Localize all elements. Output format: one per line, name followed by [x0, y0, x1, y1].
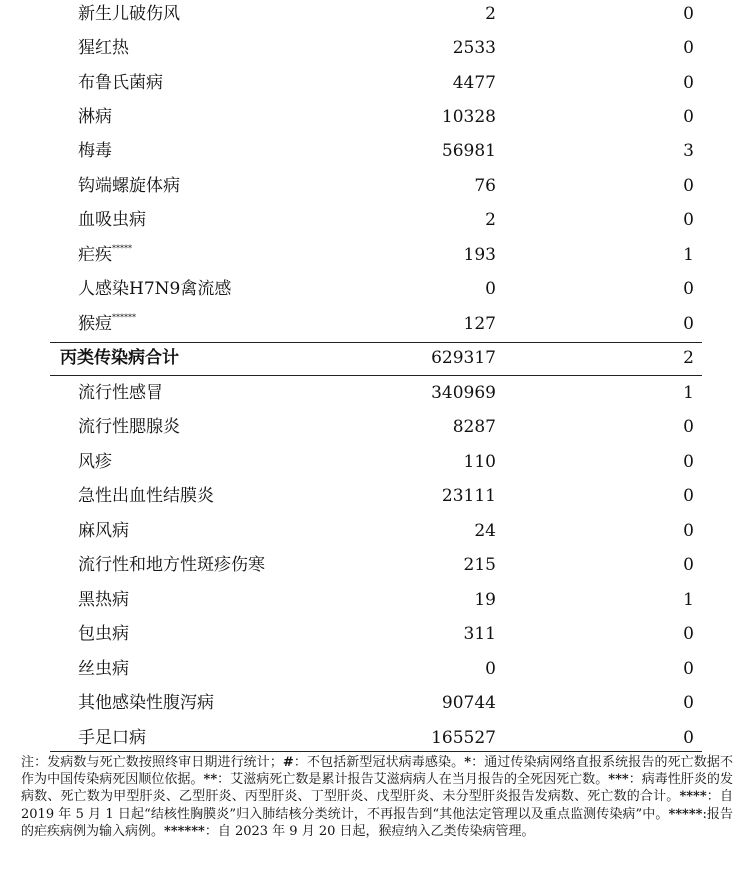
- disease-name: [78, 551, 265, 579]
- death-count: 0: [683, 417, 694, 437]
- footnote-marker: ***: [608, 772, 629, 788]
- disease-name-text: 包虫病: [78, 624, 129, 644]
- case-count: 90744: [441, 693, 496, 713]
- table-row: [0, 620, 750, 654]
- death-count: 0: [683, 555, 694, 575]
- case-count: 2: [485, 4, 496, 24]
- table-rule-end: [50, 751, 702, 752]
- death-count: 2: [683, 348, 694, 368]
- death-count: 0: [683, 486, 694, 506]
- disease-name-text: 钩端螺旋体病: [78, 176, 180, 196]
- death-count: 0: [683, 452, 694, 472]
- footnote-marker: ****: [679, 789, 707, 805]
- case-count: 2533: [452, 38, 496, 58]
- disease-name-text: 急性出血性结膜炎: [78, 486, 214, 506]
- footnote-text: ：自 2019 年 5 月 1 日起“结核性胸膜炎”归入肺结核分类统计，不再报告到“其他法定管理以及重点监测传染病”中。: [21, 789, 733, 822]
- disease-name: [78, 448, 112, 476]
- disease-name: [78, 379, 163, 407]
- case-count: 24: [474, 521, 496, 541]
- disease-name: [78, 137, 112, 165]
- disease-name-text: 麻风病: [78, 521, 129, 541]
- death-count: 1: [683, 383, 694, 403]
- disease-name-text: 新生儿破伤风: [78, 4, 180, 24]
- disease-name-text: 布鲁氏菌病: [78, 73, 163, 93]
- table-footnotes: [21, 754, 733, 840]
- death-count: 0: [683, 38, 694, 58]
- disease-name: [78, 275, 231, 303]
- table-row: [0, 137, 750, 171]
- footnote-marker: #: [282, 755, 294, 770]
- disease-name-text: 人感染H7N9禽流感: [78, 279, 232, 299]
- case-count: 340969: [431, 383, 496, 403]
- disease-name-text: 淋病: [78, 107, 112, 127]
- footnote-text: ：自 2023 年 9 月 20 日起，猴痘纳入乙类传染病管理。: [204, 823, 535, 839]
- table-total-row: [0, 344, 750, 378]
- footnote-marker: *****: [112, 244, 132, 253]
- disease-name: [78, 34, 129, 62]
- case-count: 193: [463, 245, 496, 265]
- case-count: 311: [463, 624, 496, 644]
- table-row: [0, 241, 750, 275]
- footnote-text: ：艾滋病死亡数是累计报告艾滋病病人在当月报告的全死因死亡数。: [217, 772, 609, 788]
- table-row: [0, 482, 750, 516]
- disease-name-text: 流行性腮腺炎: [78, 417, 180, 437]
- footnote-marker: *: [464, 755, 471, 770]
- death-count: 0: [683, 624, 694, 644]
- case-count: 0: [485, 279, 496, 299]
- footnote-marker: *****: [668, 806, 703, 822]
- table-row: [0, 689, 750, 723]
- table-row: [0, 310, 750, 344]
- case-count: 629317: [431, 348, 496, 368]
- table-row: [0, 379, 750, 413]
- disease-name-text: 流行性和地方性斑疹伤寒: [78, 555, 265, 575]
- case-count: 19: [474, 590, 496, 610]
- case-count: 215: [463, 555, 496, 575]
- disease-name-text: 手足口病: [78, 728, 146, 748]
- table-row: [0, 172, 750, 206]
- disease-name-text: 猴痘: [78, 314, 112, 334]
- disease-name: [78, 724, 146, 752]
- disease-name: [78, 482, 214, 510]
- case-count: 4477: [452, 73, 496, 93]
- disease-name: [78, 689, 214, 717]
- footnote-text: :报告的疟疾病例为输入病例。: [21, 806, 733, 839]
- disease-name-text: 丙类传染病合计: [60, 348, 179, 368]
- case-count: 10328: [441, 107, 496, 127]
- death-count: 0: [683, 314, 694, 334]
- case-count: 56981: [441, 141, 496, 161]
- table-row: [0, 69, 750, 103]
- footnote-text: ：不包括新型冠状病毒感染。: [293, 755, 465, 770]
- disease-name: [60, 344, 179, 372]
- death-count: 1: [683, 245, 694, 265]
- case-count: 0: [485, 659, 496, 679]
- death-count: 0: [683, 521, 694, 541]
- disease-name: [78, 69, 163, 97]
- table-row: [0, 655, 750, 689]
- disease-name: [78, 103, 112, 131]
- table-row: [0, 275, 750, 309]
- table-rule-bottom: [50, 375, 702, 376]
- footnote-marker: **: [203, 772, 218, 788]
- disease-name: [78, 310, 136, 338]
- disease-name: [78, 172, 180, 200]
- death-count: 0: [683, 73, 694, 93]
- table-row: [0, 0, 750, 34]
- disease-name: [78, 206, 146, 234]
- footnote-text: 注：发病数与死亡数按照终审日期进行统计；: [21, 755, 283, 770]
- death-count: 1: [683, 590, 694, 610]
- disease-name: [78, 413, 180, 441]
- disease-name-text: 其他感染性腹泻病: [78, 693, 214, 713]
- disease-name-text: 血吸虫病: [78, 210, 146, 230]
- disease-name-text: 猩红热: [78, 38, 129, 58]
- death-count: 0: [683, 659, 694, 679]
- death-count: 0: [683, 176, 694, 196]
- table-row: [0, 413, 750, 447]
- death-count: 0: [683, 728, 694, 748]
- table-row: [0, 517, 750, 551]
- disease-name-text: 风疹: [78, 452, 112, 472]
- case-count: 2: [485, 210, 496, 230]
- table-row: [0, 448, 750, 482]
- disease-name: [78, 0, 180, 28]
- disease-name: [78, 586, 129, 614]
- footnote-marker: ******: [164, 823, 205, 839]
- disease-name-text: 疟疾: [78, 245, 112, 265]
- death-count: 0: [683, 210, 694, 230]
- case-count: 23111: [441, 486, 496, 506]
- death-count: 0: [683, 107, 694, 127]
- death-count: 0: [683, 693, 694, 713]
- case-count: 165527: [431, 728, 496, 748]
- disease-name-text: 梅毒: [78, 141, 112, 161]
- case-count: 127: [463, 314, 496, 334]
- footnote-marker: ******: [112, 313, 136, 322]
- case-count: 110: [463, 452, 496, 472]
- table-rule-top: [50, 342, 702, 343]
- disease-name-text: 黑热病: [78, 590, 129, 610]
- disease-name: [78, 517, 129, 545]
- disease-name: [78, 655, 129, 683]
- disease-name-text: 丝虫病: [78, 659, 129, 679]
- disease-name-text: 流行性感冒: [78, 383, 163, 403]
- table-row: [0, 34, 750, 68]
- table-row: [0, 103, 750, 137]
- death-count: 3: [683, 141, 694, 161]
- death-count: 0: [683, 279, 694, 299]
- death-count: 0: [683, 4, 694, 24]
- footnote-text: ：通过传染病网络直报系统报告的死亡数据不作为中国传染病死因顺位依据。: [21, 755, 733, 788]
- case-count: 76: [474, 176, 496, 196]
- disease-name: [78, 620, 129, 648]
- table-row: [0, 551, 750, 585]
- table-row: [0, 586, 750, 620]
- table-row: [0, 724, 750, 758]
- table-row: [0, 206, 750, 240]
- case-count: 8287: [452, 417, 496, 437]
- disease-name: [78, 241, 132, 269]
- footnote-text: ：病毒性肝炎的发病数、死亡数为甲型肝炎、乙型肝炎、丙型肝炎、丁型肝炎、戊型肝炎、未分型肝炎报告发病数、死亡数的合计。: [21, 772, 733, 805]
